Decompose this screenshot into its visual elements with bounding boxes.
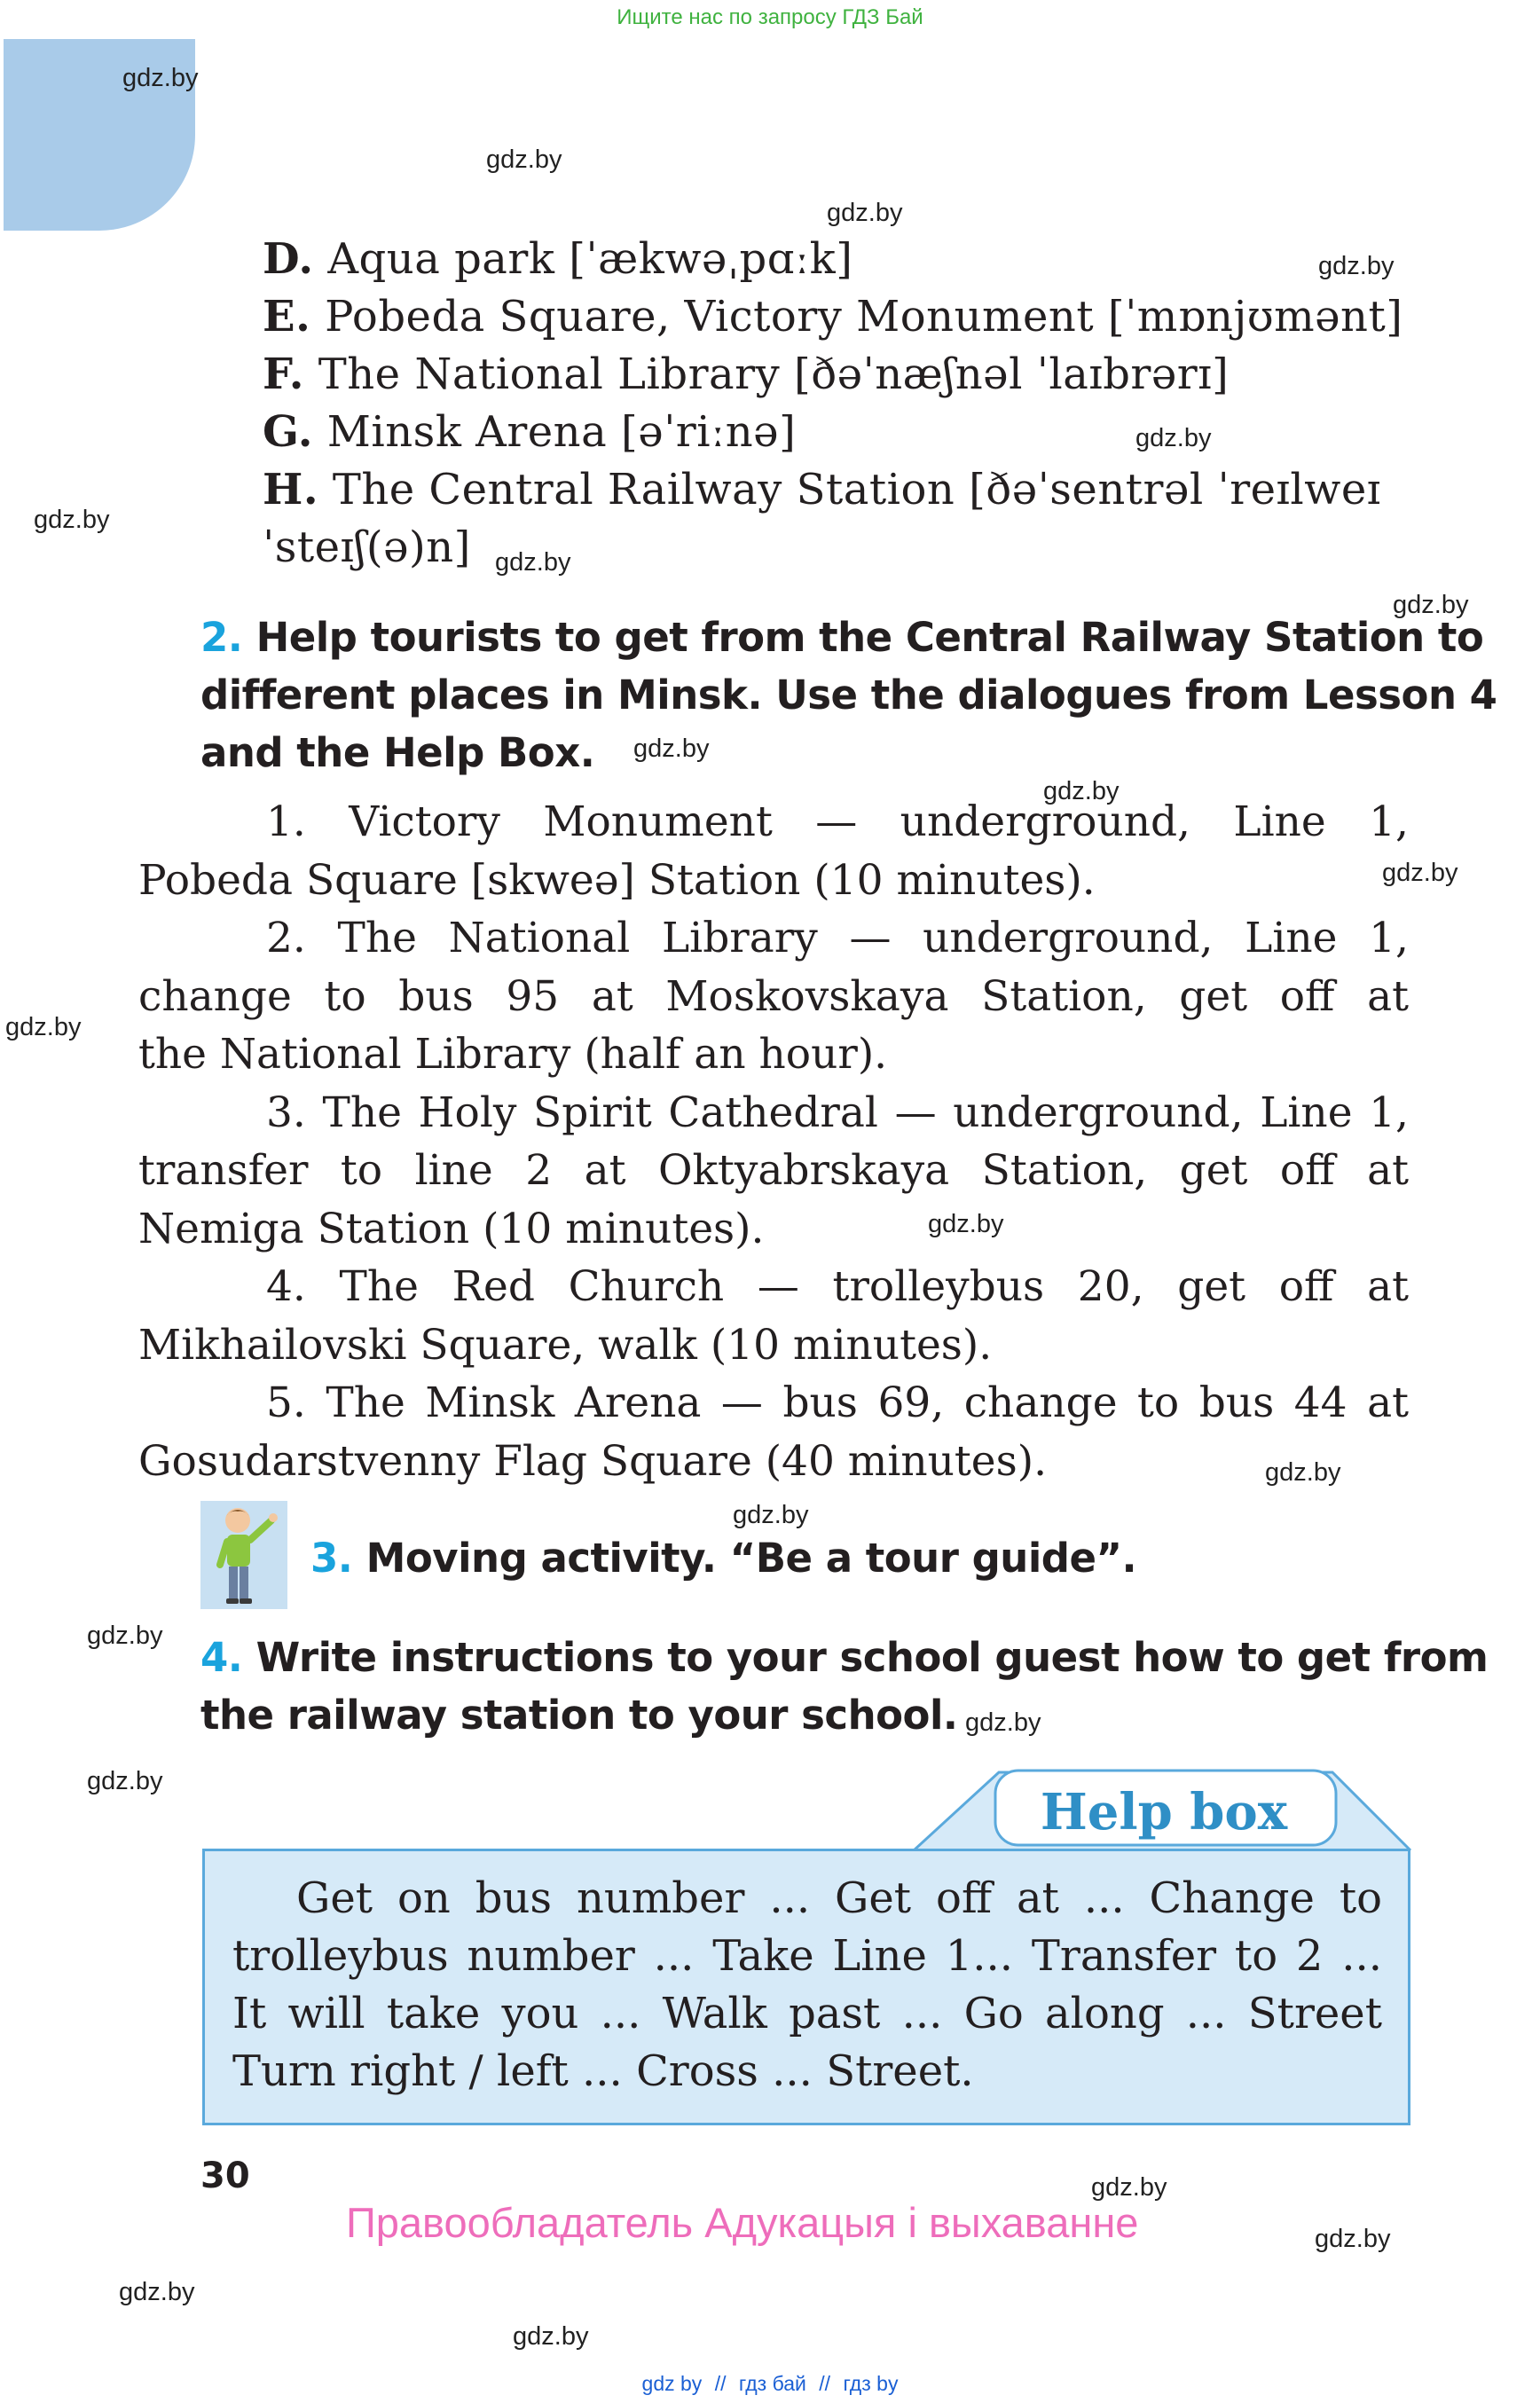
footer-link[interactable]: гдз бай bbox=[738, 2372, 806, 2395]
watermark: gdz.by bbox=[119, 2278, 195, 2306]
place-item-h: H. The Central Railway Station [ðəˈsentrəl ˈreɪlweɪ bbox=[263, 465, 1381, 514]
route-item-3: 3. The Holy Spirit Cathedral — underground, Line 1, transfer to line 2 at Oktyabrskaya Station, get off at Nemiga Station (10 minutes). bbox=[138, 1088, 1409, 1253]
watermark: gdz.by bbox=[1318, 252, 1395, 280]
watermark: gdz.by bbox=[513, 2322, 589, 2351]
watermark: gdz.by bbox=[928, 1210, 1004, 1238]
footer-link[interactable]: gdz by bbox=[641, 2372, 703, 2395]
watermark: gdz.by bbox=[87, 1767, 163, 1795]
place-item-d: D. Aqua park [ˈækwəˌpɑːk] bbox=[263, 234, 853, 284]
help-box-line: trolleybus number ... Take Line 1... Transfer to 2 ... bbox=[232, 1931, 1382, 1981]
help-box-text bbox=[232, 1870, 1382, 2101]
watermark: gdz.by bbox=[495, 548, 571, 577]
watermark: gdz.by bbox=[633, 734, 710, 763]
footer-separator: // bbox=[819, 2372, 831, 2395]
watermark: gdz.by bbox=[1382, 859, 1458, 887]
route-item-4: 4. The Red Church — trolleybus 20, get off at Mikhailovski Square, walk (10 minutes). bbox=[138, 1262, 1409, 1370]
footer-links bbox=[0, 2372, 1540, 2396]
watermark: gdz.by bbox=[1315, 2225, 1391, 2253]
place-item-g: G. Minsk Arena [əˈriːnə] bbox=[263, 407, 797, 457]
task-4-number: 4. bbox=[200, 1634, 243, 1681]
watermark: gdz.by bbox=[122, 64, 199, 92]
footer-separator: // bbox=[714, 2372, 727, 2395]
task-3-number: 3. bbox=[310, 1535, 353, 1582]
watermark: gdz.by bbox=[486, 145, 562, 174]
task-2-heading-line-2: different places in Minsk. Use the dialogues from Lesson 4 bbox=[200, 671, 1497, 719]
route-item-2: 2. The National Library — underground, Line 1, change to bus 95 at Moskovskaya Station, get off at the National Library (half an hour). bbox=[138, 914, 1409, 1079]
help-box-line: Turn right / left ... Cross ... Street. bbox=[232, 2046, 974, 2096]
place-item-e: E. Pobeda Square, Victory Monument [ˈmɒnjʊmənt] bbox=[263, 292, 1403, 342]
footer-link[interactable]: гдз by bbox=[843, 2372, 899, 2395]
help-box-title: Help box bbox=[1040, 1783, 1288, 1842]
watermark: gdz.by bbox=[1091, 2173, 1167, 2202]
watermark: gdz.by bbox=[5, 1013, 82, 1041]
route-item-5: 5. The Minsk Arena — bus 69, change to bus 44 at Gosudarstvenny Flag Square (40 minutes). bbox=[138, 1378, 1409, 1486]
task-2-number: 2. bbox=[200, 614, 243, 661]
top-banner[interactable]: Ищите нас по запросу ГДЗ Бай bbox=[617, 5, 923, 29]
task-2-heading: 2. Help tourists to get from the Central Railway Station to bbox=[200, 614, 1484, 661]
routes-list bbox=[138, 793, 1409, 1490]
boy-figure-icon bbox=[200, 1501, 287, 1609]
boy-illustration bbox=[200, 1501, 287, 1609]
help-box-line: Get on bus number ... Get off at ... Change to bbox=[296, 1873, 1382, 1923]
place-item-f: F. The National Library [ðəˈnæʃnəl ˈlaɪbrərɪ] bbox=[263, 349, 1230, 399]
watermark: gdz.by bbox=[34, 506, 110, 534]
watermark: gdz.by bbox=[1265, 1458, 1341, 1487]
help-box-line: It will take you ... Walk past ... Go along ... Street bbox=[232, 1989, 1382, 2038]
watermark: gdz.by bbox=[965, 1708, 1041, 1737]
task-4-heading: 4. Write instructions to your school guest how to get from bbox=[200, 1634, 1489, 1681]
place-item-h-continued: ˈsteɪʃ(ə)n] bbox=[263, 522, 471, 572]
watermark: gdz.by bbox=[1043, 777, 1120, 805]
route-item-1: 1. Victory Monument — underground, Line 1, Pobeda Square [skweə] Station (10 minutes). bbox=[138, 797, 1409, 905]
rights-holder: Правообладатель Адукацыя і выхаванне bbox=[346, 2199, 1139, 2246]
watermark: gdz.by bbox=[733, 1501, 809, 1529]
watermark: gdz.by bbox=[1135, 424, 1212, 452]
task-4-heading-line-2: the railway station to your school. bbox=[200, 1692, 958, 1739]
task-3-heading: 3. Moving activity. “Be a tour guide”. bbox=[310, 1535, 1137, 1582]
watermark: gdz.by bbox=[87, 1622, 163, 1650]
task-2-heading-line-3: and the Help Box. bbox=[200, 729, 595, 776]
watermark: gdz.by bbox=[827, 199, 903, 227]
page-number: 30 bbox=[200, 2156, 250, 2196]
watermark: gdz.by bbox=[1393, 591, 1469, 619]
